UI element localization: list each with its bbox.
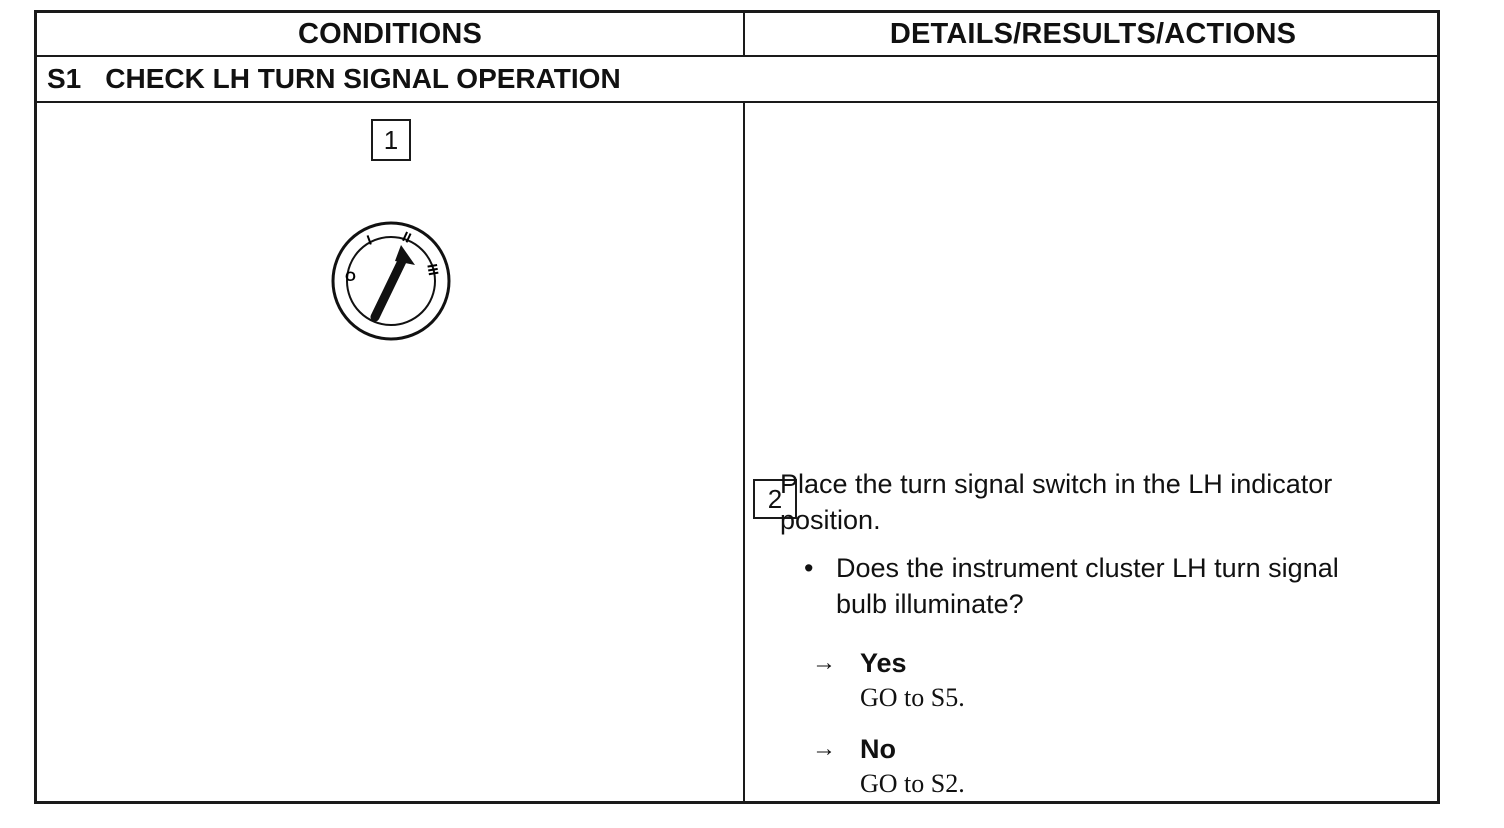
position-label-0: O [345,268,356,284]
details-header: DETAILS/RESULTS/ACTIONS [889,17,1297,50]
conditions-header: CONDITIONS [297,17,483,50]
step-title-row [47,59,621,99]
header-divider [743,13,745,55]
figure-step-number: 1 [371,119,411,161]
header-rule [37,55,1437,57]
position-label-2: II [399,228,414,246]
action-step-number: 2 [753,479,797,519]
step-title: CHECK LH TURN SIGNAL OPERATION [105,63,621,94]
arrow-right-icon: → [812,649,836,676]
question-item [804,550,1364,622]
step-id: S1 [47,63,82,94]
question-text: Does the instrument cluster LH turn signal bulb illuminate? [836,553,1339,619]
answer-label: No [860,733,896,764]
answer-yes [812,646,1312,716]
bullet: • [804,553,814,583]
answer-label: Yes [860,647,907,678]
position-label-1: I [364,231,374,248]
answer-no [812,732,1312,802]
answer-action: GO to S5. [860,683,965,712]
column-divider [743,103,745,804]
answer-action: GO to S2. [860,769,965,798]
arrow-right-icon: → [812,735,836,762]
step-title-rule [37,101,1437,103]
ignition-switch-icon [329,219,453,343]
position-label-3: III [424,262,443,277]
instruction-text: Place the turn signal switch in the LH indicator position. [780,469,1333,535]
